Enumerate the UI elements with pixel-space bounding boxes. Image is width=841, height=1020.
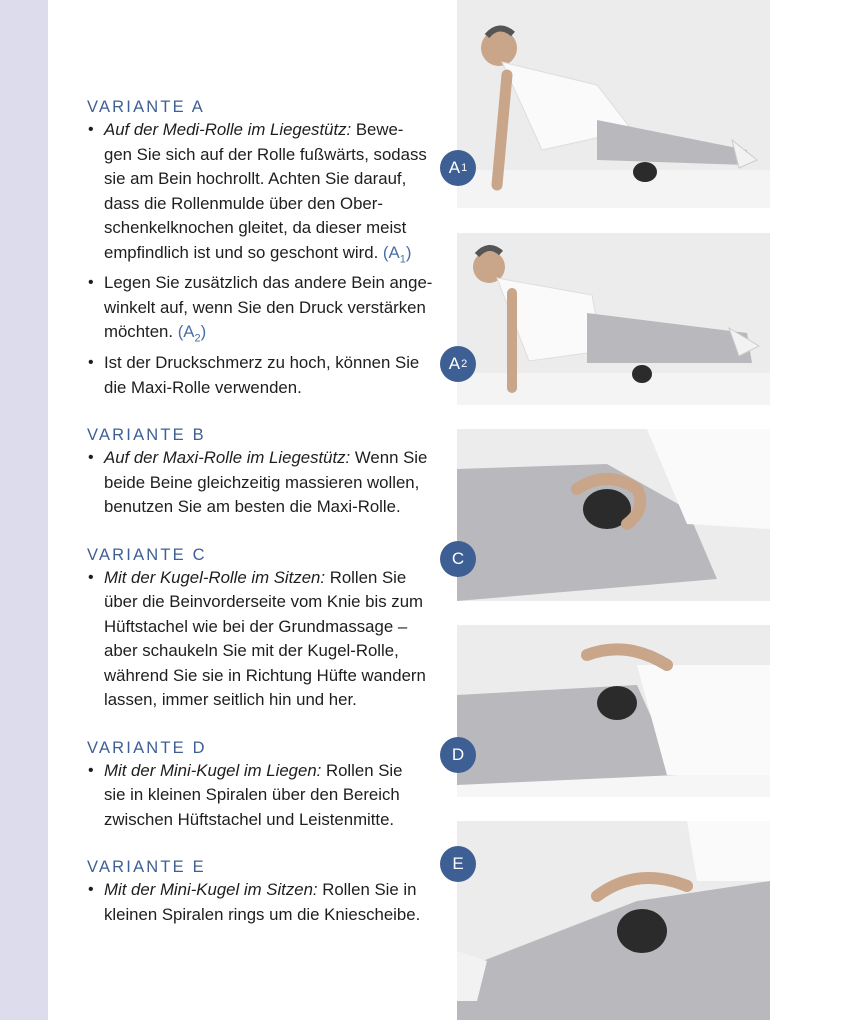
body-text: Rollen Sie	[325, 567, 407, 587]
variant-list	[87, 878, 427, 927]
photo-variante-a1	[457, 0, 770, 208]
side-band	[0, 0, 48, 1020]
variant-section	[87, 424, 427, 520]
photo-variante-a2	[457, 233, 770, 405]
marker-a2	[440, 346, 476, 382]
text-line	[104, 903, 427, 928]
exercise-text-column	[87, 96, 433, 927]
text-line	[104, 664, 427, 689]
body-text: sie am Bein hochrollt. Achten Sie darauf,	[104, 169, 407, 188]
body-text: Hüftstachel wie bei der Grundmassage –	[104, 616, 408, 636]
text-line	[104, 688, 427, 713]
body-text: Rollen Sie	[321, 760, 403, 780]
body-text: Wenn Sie	[350, 448, 428, 468]
text-line	[104, 216, 427, 241]
body-text: zwischen Hüftstachel und Leistenmitte.	[104, 809, 395, 829]
body-text: winkelt auf, wenn Sie den Druck verstärken	[104, 297, 426, 317]
marker-sub: 2	[461, 358, 468, 370]
text-line	[104, 376, 427, 401]
text-line	[104, 878, 427, 903]
exercise-title: Auf der Medi-Rolle im Liegestütz:	[104, 120, 352, 139]
body-text: die Maxi-Rolle verwenden.	[104, 377, 302, 397]
body-text: schenkelknochen gleitet, da dieser meist	[104, 218, 407, 237]
body-text: Ist der Druckschmerz zu hoch, können Sie	[104, 353, 420, 373]
marker-label: C	[451, 549, 465, 568]
reference-letter: (A	[382, 242, 400, 262]
text-line	[104, 192, 427, 217]
body-text: während Sie sie in Richtung Hüfte wandern	[104, 665, 426, 685]
text-line	[104, 783, 427, 808]
body-text: gen Sie sich auf der Rolle fußwärts, sodass	[104, 144, 427, 164]
text-line	[104, 320, 427, 351]
body-text: Rollen Sie in	[317, 880, 417, 900]
reference-sub: 2	[194, 332, 201, 345]
body-text: möchten.	[104, 322, 178, 342]
reference-letter: (A	[177, 322, 195, 342]
reference-sub: 1	[399, 252, 406, 265]
exercise-title: Mit der Mini-Kugel im Liegen:	[104, 760, 322, 780]
text-line	[104, 590, 427, 615]
exercise-title: Mit der Kugel-Rolle im Sitzen:	[104, 567, 326, 587]
body-text: benutzen Sie am besten die Maxi-Rolle.	[104, 497, 401, 517]
list-item	[87, 759, 427, 833]
marker-e	[440, 846, 476, 882]
body-text: lassen, immer seitlich hin und her.	[104, 690, 357, 710]
exercise-title: Auf der Maxi-Rolle im Liegestütz:	[104, 448, 351, 468]
list-item	[87, 446, 427, 520]
marker-sub: 1	[461, 162, 468, 174]
exercise-title: Mit der Mini-Kugel im Sitzen:	[104, 880, 318, 900]
text-line	[104, 615, 427, 640]
image-reference	[382, 242, 412, 265]
variant-heading: VARIANTE D	[87, 738, 207, 757]
list-item	[87, 351, 427, 400]
text-line	[104, 167, 427, 192]
body-text: sie in kleinen Spiralen über den Bereich	[104, 785, 400, 805]
variant-heading: VARIANTE A	[87, 98, 205, 116]
photo-variante-c	[457, 429, 770, 601]
variant-heading: VARIANTE B	[87, 426, 206, 445]
image-reference	[177, 322, 207, 345]
list-item	[87, 271, 433, 351]
list-item	[87, 118, 427, 271]
list-item	[87, 566, 427, 713]
photo-variante-e	[457, 821, 770, 1020]
body-text: kleinen Spiralen rings um die Kniescheibe.	[104, 904, 421, 924]
variant-section	[87, 544, 427, 713]
text-line	[104, 471, 427, 496]
variant-list	[87, 118, 433, 400]
text-line	[104, 271, 433, 296]
list-item	[87, 878, 427, 927]
body-text: über die Beinvorderseite vom Knie bis zum	[104, 592, 423, 612]
variant-section	[87, 96, 433, 400]
marker-d	[440, 737, 476, 773]
text-line	[104, 118, 427, 143]
reference-close: )	[405, 242, 412, 262]
variant-section	[87, 737, 427, 833]
variant-list	[87, 446, 427, 520]
body-text: empfindlich ist und so geschont wird.	[104, 242, 383, 262]
variant-heading: VARIANTE E	[87, 858, 206, 877]
body-text: Legen Sie zusätzlich das andere Bein ange-	[104, 273, 433, 293]
body-text: beide Beine gleichzeitig massieren wollen,	[104, 472, 420, 492]
body-text: aber schaukeln Sie mit der Kugel-Rolle,	[104, 641, 399, 661]
text-line	[104, 143, 427, 168]
variant-list	[87, 759, 427, 833]
text-line	[104, 495, 427, 520]
marker-label: A	[448, 354, 461, 373]
variant-list	[87, 566, 427, 713]
marker-a1	[440, 150, 476, 186]
reference-close: )	[200, 322, 207, 342]
text-line	[104, 566, 427, 591]
variant-section	[87, 856, 427, 927]
text-line	[104, 241, 427, 272]
photo-variante-d	[457, 625, 770, 797]
marker-c	[440, 541, 476, 577]
text-line	[104, 351, 427, 376]
marker-label: A	[448, 158, 461, 177]
variant-heading: VARIANTE C	[87, 545, 207, 564]
marker-label: E	[452, 854, 464, 873]
body-text: dass die Rollenmulde über den Ober-	[104, 193, 383, 213]
text-line	[104, 759, 427, 784]
text-line	[104, 639, 427, 664]
body-text: Bewe-	[351, 120, 404, 139]
text-line	[104, 446, 427, 471]
text-line	[104, 296, 427, 321]
text-line	[104, 808, 427, 833]
marker-label: D	[451, 745, 465, 764]
